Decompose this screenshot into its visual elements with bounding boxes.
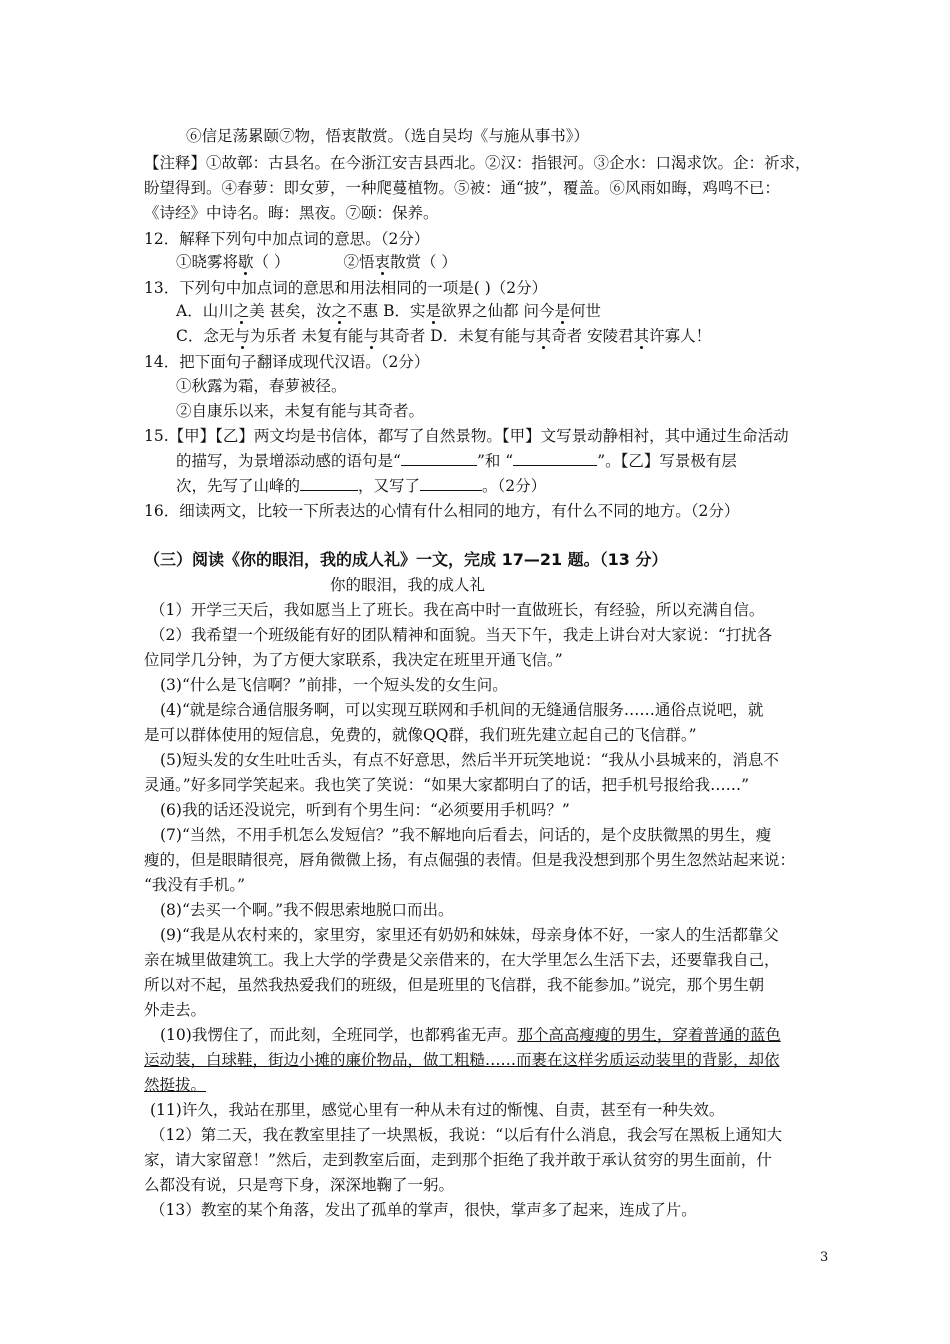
question-16: 16．细读两文，比较一下所表达的心情有什么相同的地方，有什么不同的地方。（2分） <box>144 502 740 520</box>
item-text: ②悟 <box>343 253 375 271</box>
paragraph-12-cont: 家，请大家留意！”然后，走到教室后面，走到那个拒绝了我并敢于承认贫穷的男生面前，什 <box>144 1151 772 1169</box>
dotted-word: 是 <box>425 302 442 320</box>
dotted-word: 其 <box>633 327 650 345</box>
question-text: ”。【乙】写景极有层 <box>597 452 737 470</box>
question-15-line-1: 15.【甲】【乙】两文均是书信体，都写了自然景物。【甲】文写景动静相衬，其中通过生命活动 <box>144 427 789 445</box>
paragraph-9-cont: 所以对不起，虽然我热爱我们的班级，但是班里的飞信群，我不能参加。”说完，那个男生朝 <box>144 976 765 994</box>
paragraph-9-cont: 亲在城里做建筑工。我上大学的学费是父亲借来的，在大学里怎么生活下去，还要靠我自己， <box>144 951 780 969</box>
option-text: 为乐者 未复有能 <box>249 327 364 345</box>
option-text: 欲界之仙都 问今 <box>441 302 555 320</box>
question-text: ，又写了 <box>358 477 421 495</box>
answer-blank[interactable] <box>401 451 477 466</box>
question-13-options-cd <box>176 326 711 346</box>
question-text: ”和 “ <box>476 452 514 470</box>
paragraph-7-cont: “我没有手机。” <box>144 876 246 894</box>
dotted-word: 与 <box>363 327 379 345</box>
article-title: 你的眼泪，我的成人礼 <box>330 576 486 594</box>
paragraph-2-cont: 位同学几分钟，为了方便大家联系，我决定在班里开通飞信。” <box>144 651 563 669</box>
underlined-passage: 那个高高瘦瘦的男生，穿着普通的蓝色 <box>517 1026 781 1044</box>
question-15-line-2 <box>176 451 737 471</box>
section-heading: （三）阅读《你的眼泪，我的成人礼》一文，完成 17—21 题。（13 分） <box>144 550 668 569</box>
option-text: A．山川 <box>176 302 234 320</box>
paragraph-7-cont: 瘦的，但是眼睛很亮，唇角微微上扬，有点倔强的表情。但是我没想到那个男生忽然站起来说： <box>144 851 796 869</box>
question-14-stem: 14．把下面句子翻译成现代汉语。（2分） <box>144 353 430 371</box>
dotted-word: 是 <box>554 302 570 320</box>
dotted-word: 之 <box>331 302 348 320</box>
option-text: 何世 <box>569 302 601 320</box>
paragraph-9: (9)“我是从农村来的，家里穷，家里还有奶奶和妹妹，母亲身体不好，一家人的生活都靠父 <box>160 926 779 944</box>
paragraph-text: (10)我愣住了，而此刻，全班同学，也都鸦雀无声。 <box>160 1026 518 1044</box>
paragraph-2: （2）我希望一个班级能有好的团队精神和面貌。当天下午，我走上讲台对大家说：“打扰各 <box>150 626 773 644</box>
answer-blank: 散赏（ ） <box>390 253 457 271</box>
paragraph-12: （12）第二天，我在教室里挂了一块黑板，我说：“以后有什么消息，我会写在黑板上通知大 <box>150 1126 783 1144</box>
question-13-stem: 13．下列句中加点词的意思和用法相同的一项是( )（2分） <box>144 279 548 297</box>
question-14-sentence-1: ①秋露为霜，春萝被径。 <box>176 377 347 395</box>
paragraph-5: (5)短头发的女生吐吐舌头，有点不好意思，然后半开玩笑地说：“我从小县城来的，消息不 <box>160 751 779 769</box>
item-text: ①晓雾将 <box>176 253 239 271</box>
answer-blank: （ ） <box>253 253 290 271</box>
option-text: 其奇者 D．未复有能与 <box>378 327 536 345</box>
paragraph-10 <box>160 1025 781 1045</box>
dotted-word: 歇 <box>238 253 254 271</box>
text-line: ⑥信足荡累颐⑦物，悟衷散赏。（选自吴均《与施从事书》） <box>186 127 590 145</box>
answer-blank[interactable] <box>513 451 597 466</box>
text-line: 盼望得到。④春萝：即女萝，一种爬蔓植物。⑤被：通“披”，覆盖。⑥风雨如晦，鸡鸣不已： <box>144 179 780 197</box>
text-line: 《诗经》中诗名。晦：黑夜。⑦颐：保养。 <box>144 204 439 222</box>
underlined-passage: 运动装，白球鞋，街边小摊的廉价物品，做工粗糙……而裹在这样劣质运动装里的背影，却依 <box>144 1051 780 1069</box>
paragraph-8: (8)“去买一个啊。”我不假思索地脱口而出。 <box>160 901 454 919</box>
option-text: C．念无 <box>176 327 235 345</box>
dotted-word: 其 <box>535 327 552 345</box>
dotted-word: 衷 <box>374 253 390 271</box>
text-line: 【注释】①故鄣：古县名。在今浙江安吉县西北。②汉：指银河。③企水：口渴求饮。企：祈求， <box>144 154 811 172</box>
paragraph-5-cont: 灵通。”好多同学笑起来。我也笑了笑说：“如果大家都明白了的话，把手机号报给我……” <box>144 776 750 794</box>
option-text: 奇者 安陵君 <box>551 327 634 345</box>
paragraph-11: (11)许久，我站在那里，感觉心里有一种从未有过的惭愧、自责，甚至有一种失效。 <box>150 1101 725 1119</box>
question-12-stem: 12．解释下列句中加点词的意思。（2分） <box>144 230 430 248</box>
question-13-options-ab <box>176 301 601 321</box>
question-text: 次，先写了山峰的 <box>176 477 301 495</box>
paragraph-6: (6)我的话还没说完，听到有个男生问：“必须要用手机吗？” <box>160 801 570 819</box>
option-text: 美 甚矣，汝 <box>249 302 332 320</box>
question-text: 的描写，为景增添动感的语句是“ <box>176 452 401 470</box>
option-text: 许寡人！ <box>649 327 712 345</box>
question-12-items <box>176 252 457 272</box>
question-14-sentence-2: ②自康乐以来，未复有能与其奇者。 <box>176 402 425 420</box>
paragraph-3: (3)“什么是飞信啊？”前排，一个短头发的女生问。 <box>160 676 508 694</box>
answer-blank[interactable] <box>300 476 358 491</box>
question-text: 。（2分） <box>482 477 547 495</box>
option-text: 不惠 B．实 <box>347 302 426 320</box>
paragraph-4: (4)“就是综合通信服务啊，可以实现互联网和手机间的无缝通信服务……通俗点说吧，就 <box>160 701 764 719</box>
answer-blank[interactable] <box>420 476 482 491</box>
paragraph-1: （1）开学三天后，我如愿当上了班长。我在高中时一直做班长，有经验，所以充满自信。 <box>150 601 765 619</box>
underlined-passage: 然挺拔。 <box>144 1076 207 1094</box>
page-number: 3 <box>820 1250 829 1265</box>
paragraph-12-cont: 么都没有说，只是弯下身，深深地鞠了一躬。 <box>144 1176 455 1194</box>
paragraph-13: （13）教室的某个角落，发出了孤单的掌声，很快，掌声多了起来，连成了片。 <box>150 1201 697 1219</box>
paragraph-7: (7)“当然，不用手机怎么发短信？”我不解地向后看去，问话的，是个皮肤微黑的男生，瘦 <box>160 826 772 844</box>
paragraph-4-cont: 是可以群体使用的短信息，免费的，就像QQ群，我们班先建立起自己的飞信群。” <box>144 726 697 744</box>
dotted-word: 与 <box>234 327 250 345</box>
question-15-line-3 <box>176 476 546 496</box>
paragraph-9-cont: 外走去。 <box>144 1001 207 1019</box>
dotted-word: 之 <box>233 302 250 320</box>
